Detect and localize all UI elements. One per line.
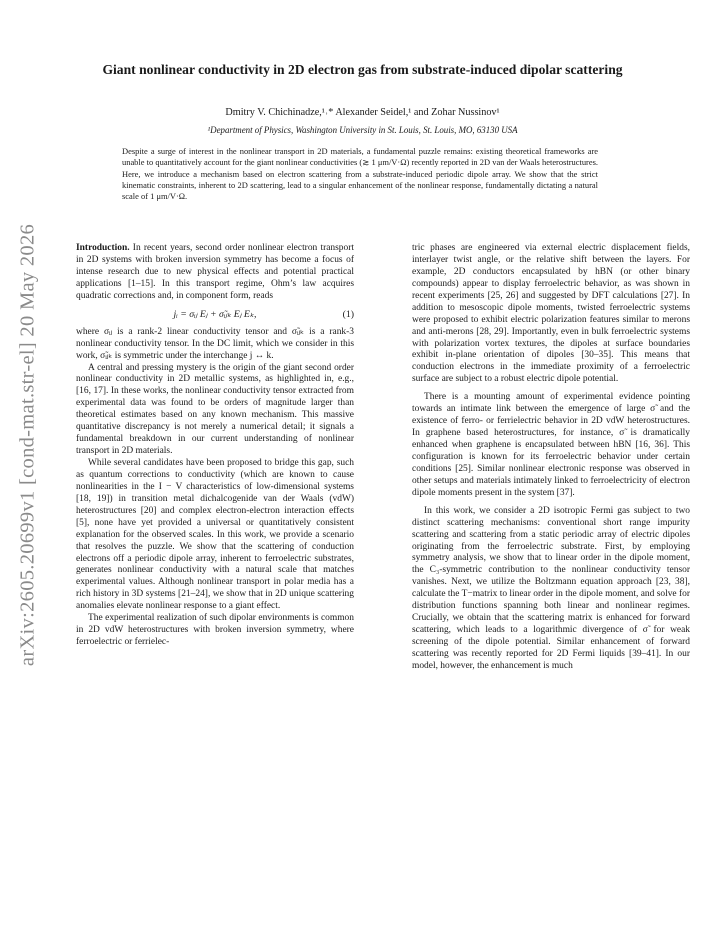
paragraph: The experimental realization of such dipolar environments is common in 2D vdW heterostructures with broken inversion symmetry, where ferroelectric or ferrielec- xyxy=(76,613,354,648)
section-heading-introduction: Introduction. xyxy=(76,243,130,253)
paper-title: Giant nonlinear conductivity in 2D electron gas from substrate-induced dipolar scattering xyxy=(102,62,623,77)
equation-ohm-law: jᵢ = σᵢⱼ Eⱼ + σ̃ᵢⱼₖ Eⱼ Eₖ, xyxy=(173,308,257,320)
arxiv-identifier: arXiv:2605.20699v1 [cond-mat.str-el] 20 May 2026 xyxy=(16,223,39,667)
author-list: Dmitry V. Chichinadze,¹˒* Alexander Seidel,¹ and Zohar Nussinov¹ xyxy=(225,107,500,118)
equation-number: (1) xyxy=(342,308,354,320)
intro-paragraph xyxy=(76,243,354,303)
paragraph: There is a mounting amount of experimental evidence pointing towards an intimate link between the emergence of large σ̃ and the existence of ferro- or ferrielectric behavior in 2D vdW heterostructures. In graphene based heterostructures, for instance, σ̃ is dramatically enhanced when graphene is encapsulated between hBN [16, 36]. This configuration is known for its ferroelectric behavior under certain conditions [25]. Similar nonlinear electronic response was observed in other setups and materials intimately linked to ferroelectricity of electron dipole moments present in the system [37]. xyxy=(412,392,690,498)
paragraph: A central and pressing mystery is the origin of the giant second order nonlinear conductivity in 2D metallic systems, as highlighted in, e.g., [16, 17]. In these works, the nonlinear conductivity tensor extracted from experimental data was found to be orders of magnitude larger than theoretical estimates based on any known mechanism. This massive quantitative discrepancy is not merely a numerical detail; it signals a fundamental breakdown in our current understanding of nonlinear transport in 2D materials. xyxy=(76,362,354,457)
abstract: Despite a surge of interest in the nonlinear transport in 2D materials, a fundamental puzzle remains: existing theoretical frameworks are unable to quantitatively account for the giant nonlinear conductivities (≳ 1 μm/V·Ω) recently reported in 2D van der Waals heterostructures. Here, we introduce a mechanism based on electron scattering from a substrate-induced periodic dipole array. We show that the strict kinematic constraints, inherent to 2D scattering, lead to a singular enhancement of the nonlinear response, fundamentally dictating a natural scale of 1 μm/V·Ω. xyxy=(122,146,598,202)
left-column xyxy=(76,243,354,649)
paragraph: In this work, we consider a 2D isotropic Fermi gas subject to two distinct scattering mechanisms: conventional short range impurity scattering and scattering from a static periodic array of electric dipoles originating from the ferroelectric substrate. First, by employing symmetry analysis, we show that to linear order in the dipole moment, the C₃-symmetric contribution to the nonlinear conductivity tensor vanishes. Next, we utilize the Boltzmann equation approach [23, 38], calculate the T−matrix to linear order in the dipole moment, and solve for distribution functions spanning both linear and nonlinear regimes. Crucially, we obtain that the scattering matrix is enhanced for forward scattering, which leads to a logarithmic divergence of σ̃ for weak screening of the dipole potential. Similar enhancement of forward scattering was recently reported for 2D Fermi liquids [39–41]. In our model, however, the enhancement is much xyxy=(412,505,690,671)
equation-1 xyxy=(76,303,354,327)
paragraph: where σᵢⱼ is a rank-2 linear conductivity tensor and σ̃ᵢⱼₖ is a rank-3 nonlinear conductivity tensor. In the DC limit, which we consider in this work, σ̃ᵢⱼₖ is symmetric under the interchange j ↔ k. xyxy=(76,326,354,361)
right-column xyxy=(412,243,690,673)
paragraph: tric phases are engineered via external electric displacement fields, interlayer twist angle, or the relative shift between the layers. For example, 2D conductors encapsulated by hBN (or other binary compounds) appear to display ferroelectric behavior, as was shown in recent experiments [25, 26] and suggested by DFT calculations [27]. In addition to mesoscopic dipole moments, twisted ferroelectric systems were proposed to exhibit electric polarization features similar to merons and anti-merons [28, 29]. Importantly, even in bulk ferroelectric systems with polarization vortex textures, the dipoles at surface boundaries exhibit in-plane orientation of dipoles [30–35]. This means that conduction electrons in the immediate proximity of a ferroelectric surface are subject to a robust electric dipole potential. xyxy=(412,243,690,385)
affiliation: ¹Department of Physics, Washington University in St. Louis, St. Louis, MO, 63130 USA xyxy=(207,125,518,135)
arxiv-side-stamp xyxy=(8,205,48,685)
paragraph: While several candidates have been proposed to bridge this gap, such as quantum corrections to conductivity (which are known to cause nonlinearities in the I − V characteristics of low-dimensional systems [18, 19]) in transition metal dichalcogenide van der Waals (vdW) heterostructures [20] and complex electron-electron interaction effects [5], none have yet provided a universal or quantitatively consistent explanation for the observed scales. In this work, we provide a scenario that resolves the puzzle. We show that the scattering of conduction electrons off a periodic dipole array, inherent to ferroelectric substrates, generates nonlinear conductivity with a natural scale that matches experimental values. Although nonlinear transport in polar media has a rich history in 3D systems [21–24], we show that in 2D unique scattering anomalies elevate nonlinear response to a giant effect. xyxy=(76,458,354,612)
intro-text: In recent years, second order nonlinear electron transport in 2D systems with broken inversion symmetry has become a focus of intense research due to new physical effects and potential practical applications [1–15]. In this transport regime, Ohm’s law acquires quadratic corrections and, in component form, reads xyxy=(76,243,355,301)
